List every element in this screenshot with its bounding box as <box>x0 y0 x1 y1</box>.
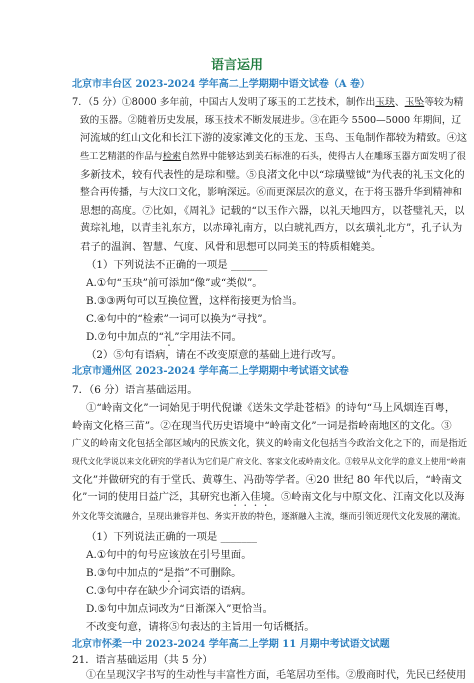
text: 自然界中能够达到美石标准的石头，使得古人在雕琢玉器方面发明了很 <box>181 151 466 162</box>
q7-line-9: 君子的温润、智慧、气度、风骨和思想可以同美玉的特质相媲美。 <box>80 241 382 253</box>
text: ”字用法不同。 <box>174 331 242 343</box>
dotted-word: 礼 <box>163 331 175 343</box>
dotted-word: 是指 <box>163 567 185 579</box>
underlined-word: 玉坠 <box>404 97 425 108</box>
q7b-sub-question-2: 不改变句意，请将⑤句表达的主旨用一句话概括。 <box>86 621 315 633</box>
text: 等较为精 <box>424 97 464 108</box>
option-d <box>86 330 242 349</box>
text: 化”一词的使用日益广泛，其研究也 <box>72 492 231 503</box>
q7b-line-3: 广义的岭南文化包括全部区域内的民族文化，狭义的岭南文化包括当今政治文化之下的，而是指近 <box>72 438 468 449</box>
option-c: C.③句中存在缺少介词宾语的语病。 <box>86 585 252 597</box>
text: D.⑦句中加点的“ <box>86 331 164 343</box>
option-b: B.③③两句可以互换位置，这样衔接更为恰当。 <box>86 295 303 307</box>
text: 北方”，孔子认为 <box>385 223 463 234</box>
text: 、 <box>394 97 405 108</box>
page-title: 语言运用 <box>210 58 263 73</box>
text: 黄琮礼地，以青圭礼东方，以赤璋礼南方，以白琥礼西方，以玄璜 <box>80 223 376 234</box>
q7b-sub-question-1: （1）下列说法正确的一项是 _______ <box>86 531 257 543</box>
underlined-word: 玉玦 <box>375 97 395 108</box>
q7b-line-6 <box>72 491 464 509</box>
q21-line-1: ①在呈现汉字书写的生动性与丰富性方面，毛笔居功至伟。②殷商时代，先民已经使用 <box>86 670 466 681</box>
text: 些工艺精湛的作品与 <box>80 151 163 162</box>
option-a: A.①句“玉玦”前可添加“像”或“类似”。 <box>86 277 263 289</box>
q7b-line-2: 岭南文化格三苗”。②在现当代历史语境中“岭南文化”一词是指岭南地区的文化。③ <box>72 420 452 432</box>
option-a: A.①句中的句号应该放在引号里面。 <box>86 549 252 561</box>
q7b-line-4: 现代文化学说以来文化研究的学者认为它们是广府文化、客家文化或岭南文化。③较早从文化学的意义上使用“岭南 <box>72 457 466 466</box>
q7-line-1 <box>72 96 463 110</box>
q7b-line-5: 文化”并做研究的有于堂氏、黄尊生、冯劭等学者。④20 世纪 80 年代以后，“岭南文 <box>72 474 462 486</box>
q7-line-7: 思想的高度。⑦比如，《周礼》记载的“以玉作六器，以礼天地四方，以苍璧礼天，以 <box>80 205 465 217</box>
q7-line-3: 河流域的红山文化和长江下游的凌家滩文化的玉龙、玉鸟、玉龟制作都较为精致。④这 <box>80 133 468 144</box>
source-heading-fengtai: 北京市丰台区 2023-2024 学年高二上学期期中语文试卷（A 卷） <box>72 79 371 90</box>
source-heading-huairou: 北京市怀柔一中 2023-2024 学年高二上学期 11 月期中考试语文试题 <box>72 639 390 650</box>
dotted-word: 渐入佳境 <box>230 492 271 503</box>
q7-line-4 <box>80 150 466 164</box>
q7-sub-question-1: （1）下列说法不正确的一项是 _______ <box>86 259 268 271</box>
q7-line-8 <box>80 222 462 240</box>
q7-line-2: 致的玉器。②随着历史发展，琢玉技术不断发展进步。③在距今 5500—5000 年期间，辽 <box>80 115 462 126</box>
q7b-heading: 7．（6 分）语言基础运用。 <box>72 384 198 396</box>
text: 7．（5 分）①8000 多年前，中国古人发明了琢玉的工艺技术，制作出 <box>72 97 376 108</box>
text: 。⑤岭南文化与中原文化、江南文化以及海 <box>270 492 465 503</box>
option-b <box>86 566 242 585</box>
q7b-line-1: ①“岭南文化”一词始见于明代倪谦《送朱文学赴苍梧》的诗句“马上风烟连百粤， <box>86 402 456 414</box>
q7-line-5: 多新技术，较有代表性的是琮和璧。⑤良渚文化中以“琮璜璧钺”为代表的礼玉文化的 <box>80 169 465 181</box>
q7b-line-7: 外文化等交流融合，呈现出兼容并包、务实开放的特色，逐渐融入主流，继而引领近现代文化发展的潮流。 <box>72 511 466 521</box>
q7-sub-question-2: （2）⑤句有语病，请在不改变原意的基础上进行改写。 <box>86 349 342 361</box>
source-heading-tongzhou: 北京市通州区 2023-2024 学年高二上学期期中考试语文试卷 <box>72 366 349 377</box>
text: B.③句中加点的“ <box>86 567 164 579</box>
q21-heading: 21．语言基础运用（共 5 分） <box>72 654 213 666</box>
dotted-word: 礼 <box>375 223 386 234</box>
q7-line-6: 整合再传播，与大汶口文化，影响深远。⑥而更深层次的意义，在于将玉器升华到精神和 <box>80 187 463 198</box>
text: ”不可删除。 <box>184 567 242 579</box>
underlined-word: 检索 <box>162 151 182 162</box>
option-d: D.⑤句中加点词改为“日渐深入”更恰当。 <box>86 603 274 615</box>
option-c: C.④句中的“检索”一词可以换为“寻找”。 <box>86 313 273 325</box>
